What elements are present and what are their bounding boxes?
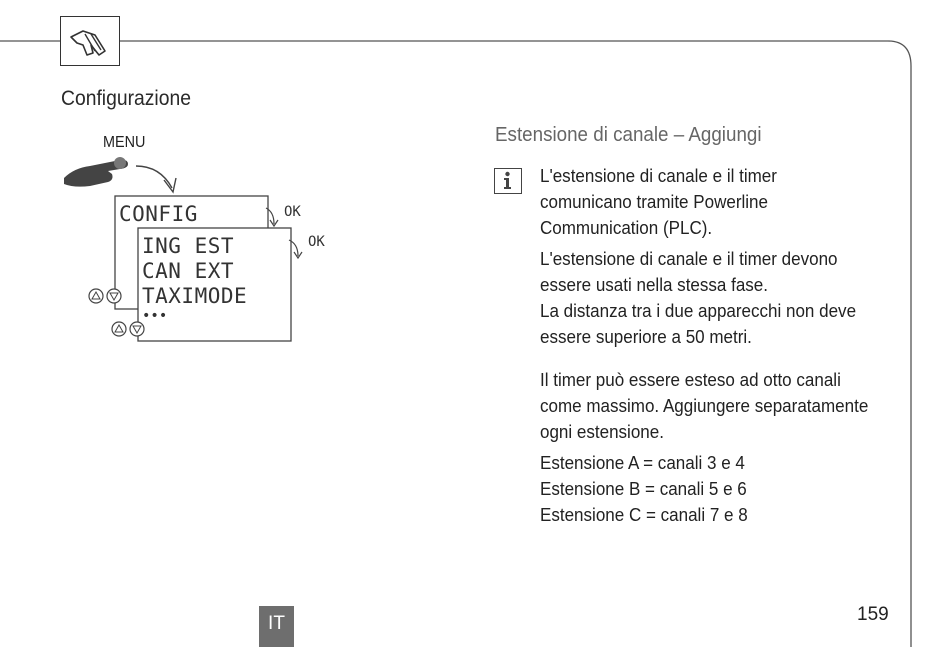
- text-line: La distanza tra i due apparecchi non deve: [540, 300, 857, 321]
- lcd-config-title: CONFIG: [119, 202, 198, 226]
- text-line: essere superiore a 50 metri.: [540, 326, 752, 347]
- more-indicator: •••: [142, 308, 168, 324]
- extensions-list: [540, 450, 748, 528]
- text-line: essere usati nella stessa fase.: [540, 274, 769, 295]
- up-down-buttons-icon: [112, 322, 144, 336]
- extension-item: Estensione B = canali 5 e 6: [540, 478, 747, 499]
- text-line: comunicano tramite Powerline: [540, 191, 768, 212]
- text-line: L'estensione di canale e il timer devono: [540, 248, 838, 269]
- menu-label: MENU: [103, 134, 146, 151]
- up-down-buttons-icon: [89, 289, 121, 303]
- ok-label-1: OK: [284, 204, 301, 220]
- language-tab: IT: [259, 606, 294, 647]
- extension-item: Estensione C = canali 7 e 8: [540, 504, 748, 525]
- text-line: Il timer può essere esteso ad otto canali: [540, 369, 841, 390]
- lcd-item-3: TAXIMODE: [142, 284, 248, 308]
- text-line: Communication (PLC).: [540, 217, 713, 238]
- menu-diagram: [60, 150, 350, 350]
- lcd-item-1: ING EST: [142, 234, 235, 258]
- note-paragraph: [540, 163, 777, 241]
- ok-label-2: OK: [308, 234, 325, 250]
- text-line: L'estensione di canale e il timer: [540, 165, 777, 186]
- subsection-title: Estensione di canale – Aggiungi: [495, 124, 762, 146]
- arrow-icon: [136, 166, 172, 188]
- extension-item: Estensione A = canali 3 e 4: [540, 452, 745, 473]
- paragraph-phase: [540, 246, 856, 350]
- hand-pointer-icon: [60, 16, 120, 66]
- info-icon: [494, 168, 522, 194]
- paragraph-channels: [540, 367, 868, 445]
- hand-pointer-icon: [64, 157, 128, 187]
- section-title: Configurazione: [61, 87, 191, 110]
- page-number: 159: [857, 604, 889, 625]
- lcd-item-2: CAN EXT: [142, 259, 235, 283]
- text-line: ogni estensione.: [540, 421, 664, 442]
- text-line: come massimo. Aggiungere separatamente: [540, 395, 869, 416]
